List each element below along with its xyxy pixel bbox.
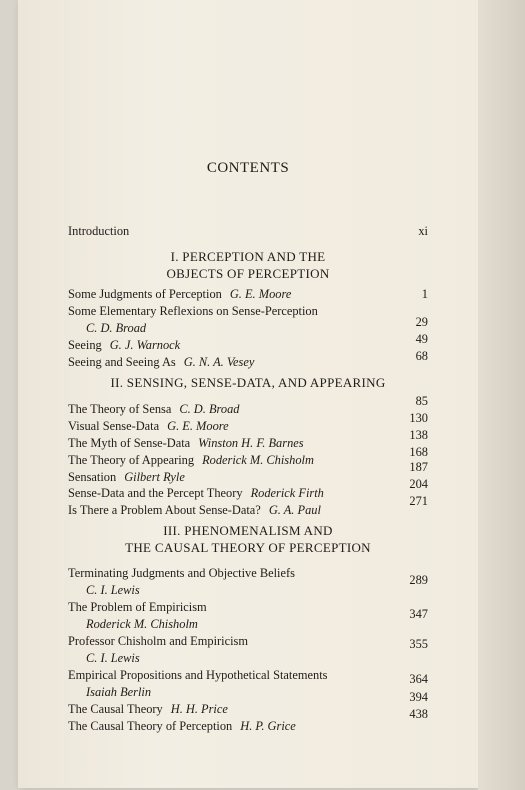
toc-entry: Sense-Data and the Percept Theory Roderick Firth 204 bbox=[68, 477, 428, 500]
toc-entry-author: C. D. Broad 29 bbox=[86, 315, 428, 335]
toc-entry-author: C. I. Lewis 355 bbox=[86, 637, 428, 665]
page-number: 289 bbox=[409, 573, 428, 587]
page-number: 168 bbox=[409, 445, 428, 459]
page-number: 364 bbox=[409, 672, 428, 686]
toc-entry: Empirical Propositions and Hypothetical Statements bbox=[68, 668, 328, 682]
toc-entry: Some Judgments of Perception G. E. Moore 1 bbox=[68, 287, 428, 301]
toc-entry: The Theory of Appearing Roderick M. Chisholm 168 bbox=[68, 445, 428, 467]
toc-entry: The Myth of Sense-Data Winston H. F. Barnes 138 bbox=[68, 428, 428, 450]
toc-entry: Seeing G. J. Warnock 49 bbox=[68, 332, 428, 352]
toc-entry: Professor Chisholm and Empiricism bbox=[68, 634, 248, 648]
toc-entry: The Causal Theory of Perception H. P. Grice 438 bbox=[68, 707, 428, 733]
toc-entry: Is There a Problem About Sense-Data? G. A. Paul 271 bbox=[68, 494, 428, 517]
toc-entry: Terminating Judgments and Objective Beliefs bbox=[68, 566, 295, 580]
page-number: 130 bbox=[409, 411, 428, 425]
section-heading-3: III. PHENOMENALISM AND THE CAUSAL THEORY OF PERCEPTION bbox=[125, 523, 371, 555]
toc-entry-author: Isaiah Berlin 364 bbox=[86, 672, 428, 699]
page-number: 347 bbox=[409, 607, 428, 621]
toc-entry: Seeing and Seeing As G. N. A. Vesey 68 bbox=[68, 349, 428, 369]
book-page bbox=[18, 0, 478, 788]
contents-heading: CONTENTS bbox=[206, 160, 290, 176]
page-number: 1 bbox=[421, 287, 428, 301]
toc-entry: Some Elementary Reflexions on Sense-Perception bbox=[68, 304, 318, 318]
page-number: 394 bbox=[409, 690, 428, 704]
page-number: 271 bbox=[409, 494, 428, 508]
toc-entry: The Causal Theory H. H. Price 394 bbox=[68, 690, 428, 716]
page-number: 49 bbox=[415, 332, 428, 346]
page-edge bbox=[478, 0, 525, 790]
intro-entry: Introduction xi bbox=[68, 224, 428, 238]
toc-entry: Sensation Gilbert Ryle 187 bbox=[68, 460, 428, 484]
page-number: 85 bbox=[415, 394, 428, 408]
toc-entry-author: C. I. Lewis 289 bbox=[86, 573, 428, 597]
toc-entry: Visual Sense-Data G. E. Moore 130 bbox=[68, 411, 428, 433]
toc-entry: The Problem of Empiricism bbox=[68, 600, 207, 614]
page-number: 68 bbox=[415, 349, 428, 363]
page-number: 138 bbox=[409, 428, 428, 442]
page-number: 187 bbox=[409, 460, 428, 474]
page-number: xi bbox=[418, 224, 428, 238]
page-number: 204 bbox=[409, 477, 428, 491]
page-number: 355 bbox=[409, 637, 428, 651]
page-number: 29 bbox=[415, 315, 428, 329]
toc-entry-author: Roderick M. Chisholm 347 bbox=[86, 607, 428, 631]
page-number: 438 bbox=[409, 707, 428, 721]
section-heading-2: II. SENSING, SENSE-DATA, AND APPEARING bbox=[110, 375, 386, 390]
section-heading-1: I. PERCEPTION AND THE OBJECTS OF PERCEPTION bbox=[166, 249, 330, 281]
toc-entry: The Theory of Sensa C. D. Broad 85 bbox=[68, 394, 428, 416]
